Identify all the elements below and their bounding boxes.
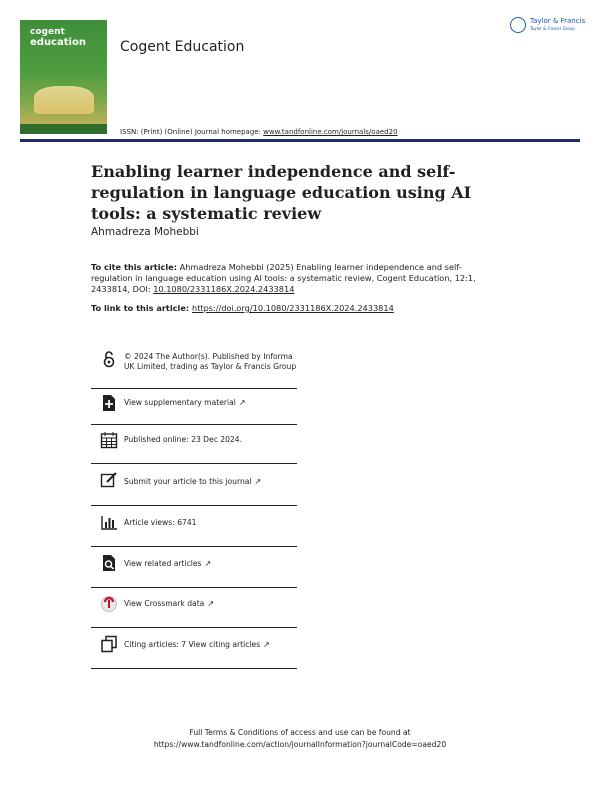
- article-author: Ahmadreza Mohebbi: [91, 226, 199, 238]
- journal-name: Cogent Education: [120, 39, 245, 55]
- citing-text: Citing articles: 7 View citing articles ↗: [124, 640, 270, 649]
- submit-row[interactable]: [91, 463, 297, 506]
- related-text: View related articles ↗: [124, 559, 212, 568]
- external-link-icon: ↗: [204, 559, 212, 568]
- citing-row[interactable]: [91, 627, 297, 669]
- submit-text: Submit your article to this journal ↗: [124, 477, 262, 486]
- citation-text: Ahmadreza Mohebbi (2025) Enabling learner independence and self-regulation in language education using AI tools: a systematic review, Cogent Education, 12:1, 2433814, DOI:: [91, 262, 476, 294]
- views-row: [91, 505, 297, 547]
- publisher-logo[interactable]: [510, 16, 584, 36]
- edit-icon: [100, 471, 118, 489]
- terms-line: Full Terms & Conditions of access and use can be found at: [189, 728, 411, 737]
- external-link-icon: ↗: [254, 477, 262, 486]
- publisher-group: Taylor & Francis Group: [530, 26, 575, 31]
- cover-book-graphic: [34, 86, 94, 114]
- crossmark-icon: [100, 595, 118, 613]
- cover-logo-line2: education: [30, 37, 86, 48]
- article-title: Enabling learner independence and self-regulation in language education using AI tools: a systematic review: [91, 162, 472, 223]
- publisher-logo-icon: [510, 17, 526, 33]
- citation: [91, 262, 491, 295]
- citation-doi[interactable]: 10.1080/2331186X.2024.2433814: [153, 284, 295, 294]
- crossmark-text: View Crossmark data ↗: [124, 599, 215, 608]
- crossmark-row[interactable]: [91, 587, 297, 628]
- external-link-icon: ↗: [263, 640, 270, 649]
- cover-logo-line1: cogent: [30, 27, 65, 37]
- external-link-icon: ↗: [238, 398, 246, 407]
- article-doi-link[interactable]: https://doi.org/10.1080/2331186X.2024.2433814: [192, 303, 394, 313]
- journal-homepage-link[interactable]: www.tandfonline.com/journals/oaed20: [263, 128, 398, 136]
- views-text: Article views: 6741: [124, 518, 197, 527]
- citation-label: To cite this article:: [91, 262, 177, 272]
- published-date-text: Published online: 23 Dec 2024.: [124, 435, 243, 444]
- open-access-icon: [100, 350, 118, 368]
- search-document-icon: [100, 554, 118, 572]
- copyright-text: © 2024 The Author(s). Published by Informa UK Limited, trading as Taylor & Francis Group: [124, 352, 297, 371]
- supplementary-row[interactable]: [91, 388, 297, 425]
- open-access-row[interactable]: [91, 348, 297, 389]
- cover-footer-band: [20, 124, 107, 134]
- issn-prefix: ISSN: (Print) (Online) Journal homepage:: [120, 128, 264, 136]
- supplementary-text: View supplementary material ↗: [124, 398, 246, 407]
- article-link-line: [91, 303, 394, 313]
- published-row: [91, 424, 297, 464]
- terms-url[interactable]: https://www.tandfonline.com/action/journalInformation?journalCode=oaed20: [153, 740, 447, 749]
- link-label: To link to this article:: [91, 303, 192, 313]
- external-link-icon: ↗: [207, 599, 215, 608]
- issn-line: [120, 128, 398, 136]
- copy-icon: [100, 635, 118, 653]
- journal-cover-image: [20, 20, 107, 134]
- calendar-icon: [100, 431, 118, 449]
- publisher-name: Taylor & Francis: [530, 17, 586, 25]
- bar-chart-icon: [100, 513, 118, 531]
- terms-footer: [0, 727, 600, 751]
- plus-document-icon: [100, 394, 118, 412]
- header-divider: [20, 139, 580, 142]
- related-row[interactable]: [91, 546, 297, 588]
